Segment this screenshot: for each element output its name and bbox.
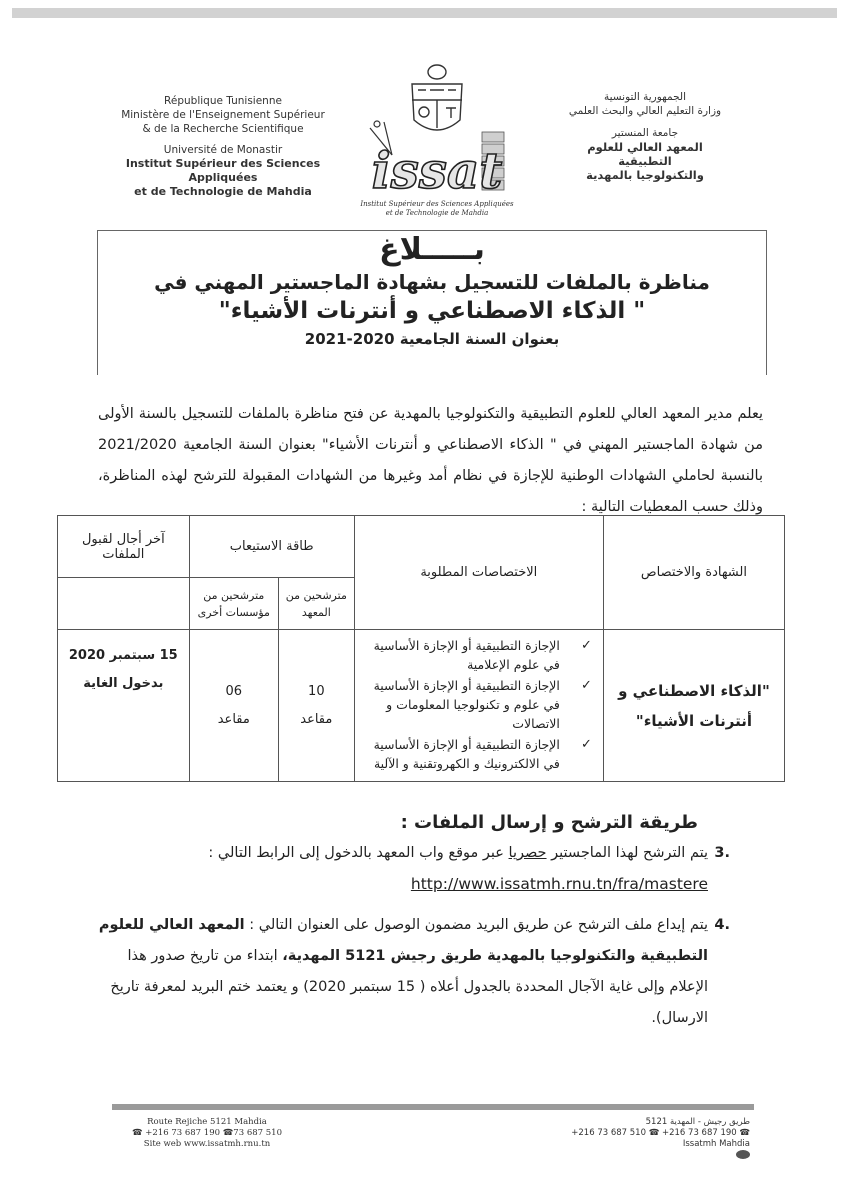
program-name: " الذكاء الاصطناعي و أنترنات الأشياء" [218,298,646,324]
institute-address: المعهد العالي للعلوم التطبيقية والتكنولوجيا بالمهدية طريق رجيش 5121 المهدية، [98,917,708,964]
deadline-cell [58,630,190,782]
header-ar-university: جامعة المنستير [611,127,679,139]
check-icon: ✓ [580,638,592,653]
application-section-title: طريقة الترشح و إرسال الملفات : [400,812,698,833]
cap-internal-cell [278,630,354,782]
logo-caption-line: et de Technologie de Mahdia [385,209,489,217]
step-text: ابتداء من تاريخ صدور هذا الإعلام وإلى غاية الآجال المحددة بالجدول أعلاه ( 15 سبتمبر 2020) و يعتمد ختم البريد لمعرفة تاريخ الارسال). [110,948,708,1026]
header-specialties: الاختصاصات المطلوبة [354,516,603,630]
logo-caption-line: Institut Supérieur des Sciences Appliquées [360,200,514,208]
header-ar-line: الجمهورية التونسية [604,91,686,103]
step-number: 4. [714,917,730,933]
header-ar-line: وزارة التعليم العالي والبحث العلمي [568,105,722,117]
header-fr-institute: Institut Supérieur des Sciences Appliquées [125,157,321,184]
issat-logo [362,60,512,220]
footer-facebook [560,1139,750,1161]
admission-table [57,515,785,782]
step-text-underlined: حصريا [508,845,547,861]
list-item [95,838,730,900]
footer-right [560,1117,750,1161]
step-text: عبر موقع واب المعهد بالدخول إلى الرابط التالي : [208,845,509,861]
academic-year: بعنوان السنة الجامعية 2020-2021 [304,330,560,348]
cap-internal-seats: مقاعد [300,711,333,727]
list-item [360,735,596,773]
check-icon: ✓ [580,678,592,693]
footer-address-ar: طريق رجيش - المهدية 5121 [645,1117,750,1127]
header-capacity: طاقة الاستيعاب [189,516,354,578]
deadline-header-blank [58,578,190,630]
intro-paragraph: يعلم مدير المعهد العالي للعلوم التطبيقية والتكنولوجيا بالمهدية عن فتح مناظرة بالملفات للتسجيل بالسنة الأولى من شهادة الماجستير المهني في " الذكاء الاصطناعي و أنترنات الأشياء" بعنوان السنة الجامعية 2021/2020 بالنسبة لحاملي الشهادات الوطنية للإجازة في نظام أمد وغيرها من الشهادات المقبولة للترشح لهذه المناظرة، وذلك حسب المعطيات التالية : [98,405,763,515]
specialty-text: الإجازة التطبيقية أو الإجازة الأساسية في الالكترونيك و الكهروتقنية و الآلية [373,737,560,771]
footer-facebook-text: Issatmh Mahdia [682,1139,750,1149]
announcement-subtitle: مناظرة بالملفات للتسجيل بشهادة الماجستير المهني في [154,270,710,294]
logo-caption [352,200,522,218]
header-arabic [560,90,730,182]
header-french [108,94,338,199]
announcement-heading: بـــــلاغ [379,232,485,267]
footer-phone: ☎ +216 73 687 190 ☎73 687 510 [132,1128,282,1138]
footer-left [117,1117,297,1150]
cap-external-seats: مقاعد [217,711,250,727]
footer-website: Site web www.issatmh.rnu.tn [143,1139,271,1149]
step-number: 3. [714,845,730,861]
footer-band [112,1104,754,1110]
header-fr-university: Université de Monastir [163,144,283,156]
cap-external-number: 06 [225,683,243,699]
cap-internal-number: 10 [308,683,325,699]
header-deadline: آخر أجال لقبول الملفات [58,516,190,578]
top-scan-band [12,8,837,18]
footer-phone-ar: +216 73 687 510 ☎ +216 73 687 190 ☎ [571,1128,750,1138]
header-cap-external: مترشحين من مؤسسات أخرى [189,578,278,630]
specialties-list [356,632,602,779]
header-ar-institute: والتكنولوجيا بالمهدية [586,168,704,182]
list-item [95,910,730,1034]
specialty-text: الإجازة التطبيقية أو الإجازة الأساسية في علوم و تكنولوجيا المعلومات و الاتصالات [373,678,560,731]
tunisia-emblem-icon [412,65,462,130]
deadline-date: 15 سبتمبر 2020 [68,648,178,663]
header-fr-line: République Tunisienne [164,95,282,107]
degree-cell: "الذكاء الاصطناعي و أنترنات الأشياء" [603,630,784,782]
step-text: يتم الترشح لهذا الماجستير [546,845,708,861]
announcement-title-box [97,230,767,375]
footer-address: Route Rejiche 5121 Mahdia [147,1117,267,1127]
cap-external-cell [189,630,278,782]
check-icon: ✓ [580,737,592,752]
header-fr-institute: et de Technologie de Mahdia [134,185,312,198]
facebook-icon [736,1150,750,1159]
step-text: يتم إيداع ملف الترشح عن طريق البريد مضمون الوصول على العنوان التالي : [244,917,708,933]
header-degree: الشهادة والاختصاص [603,516,784,630]
header-ar-institute: المعهد العالي للعلوم التطبيقية [587,140,703,168]
logo-wordmark: issat [371,141,503,200]
header-fr-line: & de la Recherche Scientifique [142,123,304,135]
deadline-note: بدخول الغاية [83,676,164,691]
list-item [360,676,596,733]
list-item [360,636,596,674]
specialties-cell [354,630,603,782]
mastere-link[interactable]: http://www.issatmh.rnu.tn/fra/mastere [410,875,708,893]
header-fr-line: Ministère de l'Enseignement Supérieur [121,109,325,121]
header-cap-internal: مترشحين من المعهد [278,578,354,630]
specialty-text: الإجازة التطبيقية أو الإجازة الأساسية في علوم الإعلامية [373,638,560,672]
application-steps [95,838,730,1044]
